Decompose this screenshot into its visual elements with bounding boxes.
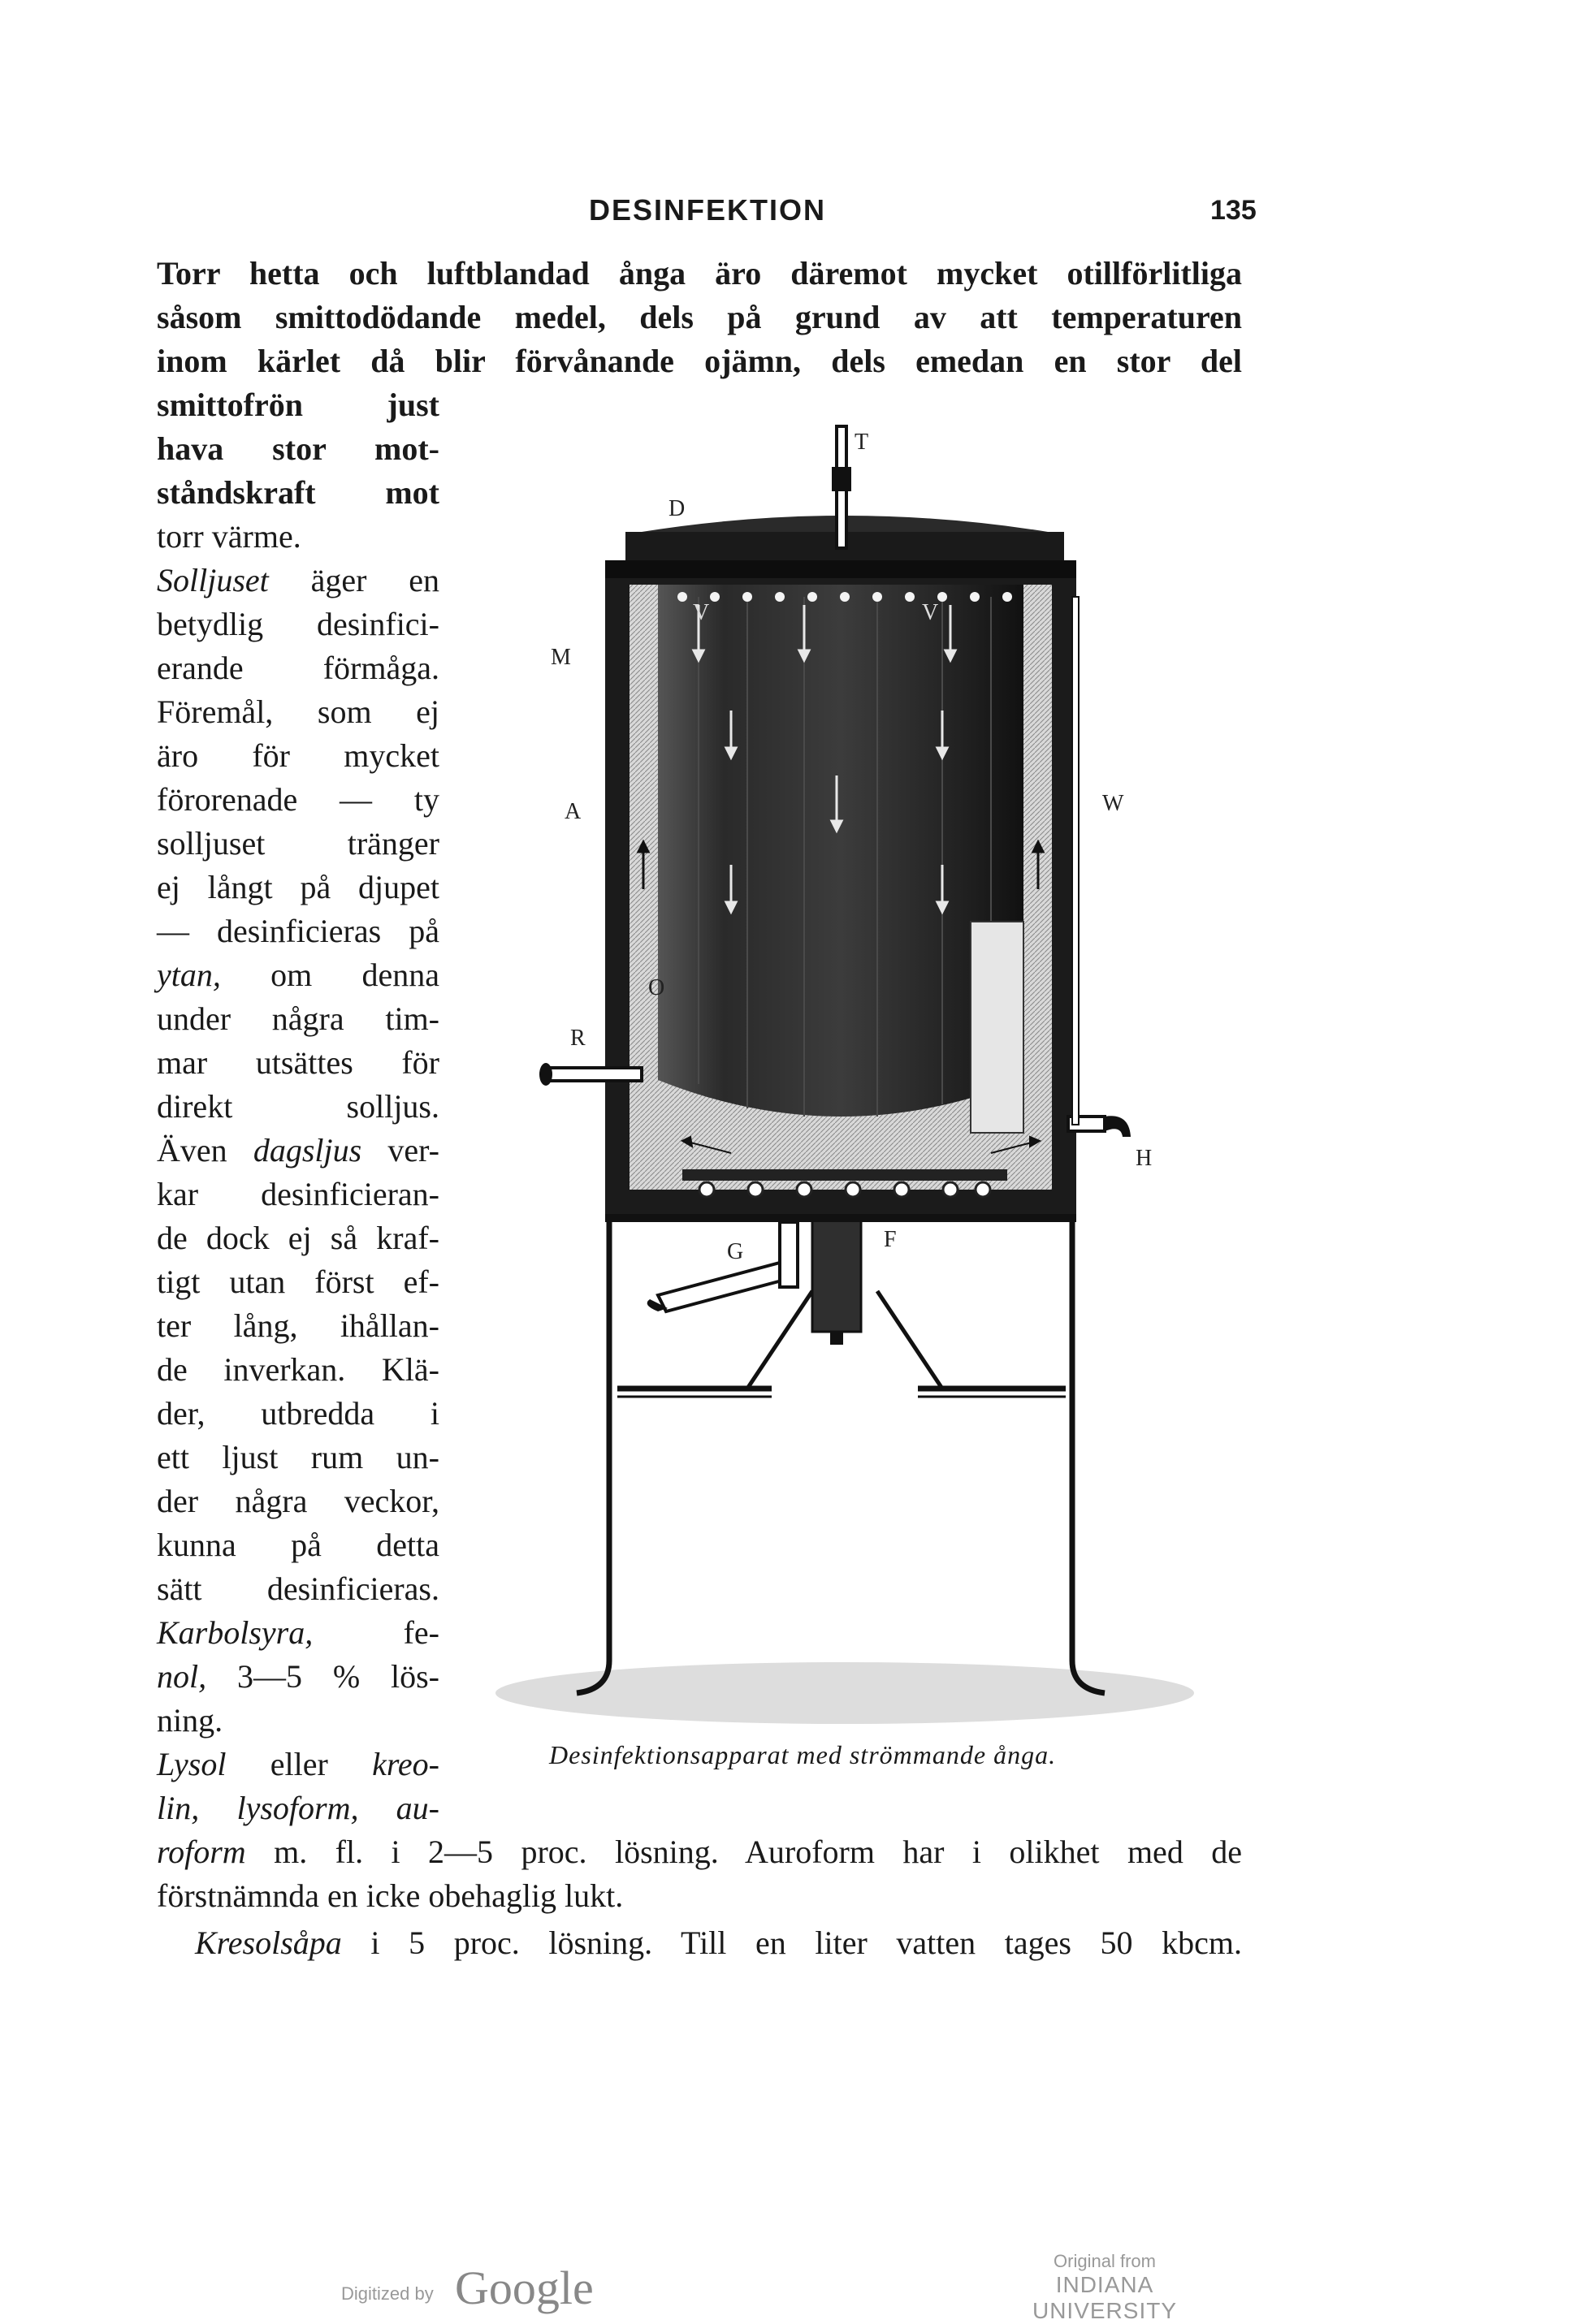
steam-outlet-pipe	[539, 1063, 642, 1086]
text-line: hava stor mot-	[157, 430, 439, 467]
label-V1: V	[693, 600, 710, 625]
text-line: kar desinficieran-	[157, 1176, 439, 1212]
text-line: ett ljust rum un-	[157, 1439, 439, 1475]
label-M: M	[551, 645, 571, 670]
flue-pipe	[812, 1218, 861, 1345]
google-logo: Google	[455, 2261, 594, 2314]
text-line: Torr hetta och luftblandad ånga äro däremot mycket otillförlitliga	[157, 255, 1242, 292]
page-header	[0, 188, 1575, 237]
text-line: betydlig desinfici-	[157, 606, 439, 642]
original-from-text: Original from	[1054, 2251, 1156, 2271]
text-line: smittofrön just	[157, 387, 439, 423]
emphasis: Solljuset	[157, 562, 269, 598]
text-span: ver-	[361, 1132, 439, 1168]
running-title: DESINFEKTION	[589, 193, 827, 227]
text-line: såsom smittodödande medel, dels på grund av att temperaturen	[157, 299, 1242, 335]
emphasis: Lysol	[157, 1746, 227, 1782]
text-line: solljuset tränger	[157, 825, 439, 862]
page-number: 135	[1210, 195, 1257, 226]
text-line: förorenade — ty	[157, 781, 439, 818]
text-line: de dock ej så kraf-	[157, 1220, 439, 1256]
text-line	[157, 559, 439, 603]
text-span: eller	[226, 1746, 373, 1782]
label-G: G	[727, 1239, 744, 1264]
emphasis: dagsljus	[253, 1132, 362, 1168]
label-A: A	[565, 799, 582, 824]
text-line: de inverkan. Klä-	[157, 1351, 439, 1388]
label-R: R	[570, 1026, 586, 1051]
text-span: fe-	[313, 1614, 439, 1651]
water-column	[971, 922, 1023, 1133]
text-line: ning.	[157, 1702, 223, 1739]
label-W: W	[1102, 791, 1124, 816]
label-H: H	[1136, 1146, 1153, 1171]
text-line	[157, 1611, 439, 1655]
figure-caption: Desinfektionsapparat med strömmande ånga.	[549, 1740, 1057, 1769]
water-tap	[1068, 597, 1131, 1137]
disinfection-apparatus-figure	[455, 402, 1235, 1734]
text-line: förstnämnda en icke obehaglig lukt.	[157, 1877, 624, 1914]
text-line: under några tim-	[157, 1000, 439, 1037]
label-T: T	[855, 430, 869, 455]
university-text: INDIANA UNIVERSITY	[1032, 2272, 1178, 2323]
base-ring	[605, 1214, 1076, 1222]
emphasis: Karbolsyra,	[157, 1614, 314, 1651]
thermometer-collar	[832, 467, 851, 491]
text-line	[157, 1129, 439, 1173]
gas-inlet	[647, 1222, 798, 1311]
text-line: tigt utan först ef-	[157, 1264, 439, 1300]
text-line: — desinficieras på	[157, 913, 439, 949]
label-D: D	[669, 496, 686, 521]
text-line	[157, 1655, 439, 1699]
text-line: kunna på detta	[157, 1527, 439, 1563]
emphasis: kreo-	[372, 1746, 439, 1782]
text-line: direkt solljus.	[157, 1088, 439, 1125]
text-line: mar utsättes för	[157, 1044, 439, 1081]
text-line: sätt desinficieras.	[157, 1570, 439, 1607]
text-line	[157, 953, 439, 997]
text-line: inom kärlet då blir förvånande ojämn, dels emedan en stor del	[157, 343, 1242, 379]
text-line: ståndskraft mot	[157, 474, 439, 511]
emphasis: nol,	[157, 1658, 207, 1695]
text-span: m. fl. i 2—5 proc. lösning. Auroform har i olikhet med de	[245, 1834, 1242, 1870]
emphasis: ytan,	[157, 957, 221, 993]
text-line: der, utbredda i	[157, 1395, 439, 1432]
text-line	[157, 1830, 1242, 1874]
inner-drum	[658, 585, 1023, 1117]
label-V2: V	[922, 600, 939, 625]
text-line: torr värme.	[157, 518, 301, 555]
lid-rim	[605, 560, 1076, 578]
text-span: i 5 proc. lösning. Till en liter vatten tages 50 kbcm.	[341, 1924, 1242, 1961]
emphasis: Kresolsåpa	[195, 1924, 342, 1961]
text-span: om denna	[220, 957, 439, 993]
text-line: ej långt på djupet	[157, 869, 439, 905]
text-line	[195, 1921, 1242, 1965]
floor-shadow	[495, 1662, 1194, 1724]
text-line: der några veckor,	[157, 1483, 439, 1519]
text-line	[157, 1743, 439, 1786]
text-line: lin, lysoform, au-	[157, 1790, 439, 1826]
digitized-by-text: Digitized by	[341, 2283, 434, 2304]
text-line: erande förmåga.	[157, 650, 439, 686]
text-line: ter lång, ihållan-	[157, 1307, 439, 1344]
text-span: 3—5 % lös-	[206, 1658, 439, 1695]
text-line: Föremål, som ej	[157, 693, 439, 730]
source-watermark	[999, 2251, 1210, 2324]
text-span: äger en	[268, 562, 439, 598]
text-line: äro för mycket	[157, 737, 439, 774]
label-F: F	[884, 1227, 897, 1252]
label-O: O	[648, 975, 665, 1000]
emphasis: roform	[157, 1834, 246, 1870]
text-span: Även	[157, 1132, 253, 1168]
